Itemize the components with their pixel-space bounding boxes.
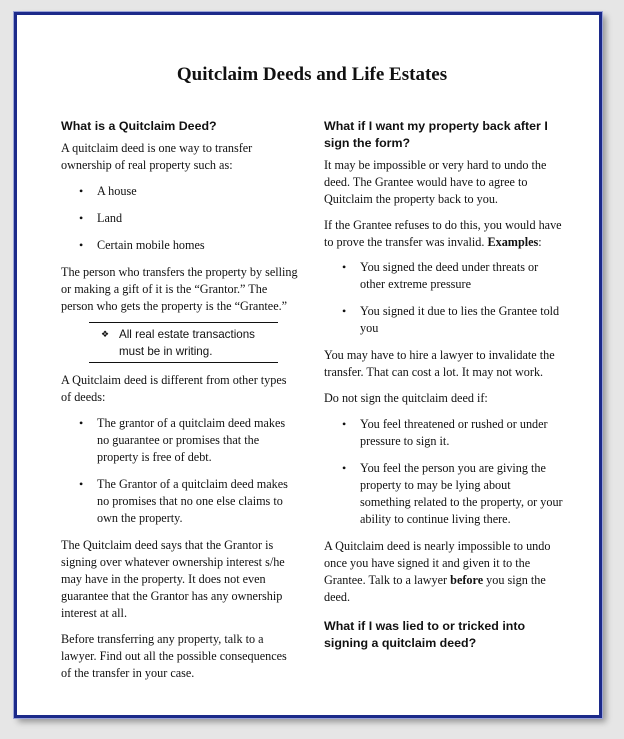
list-item: • You signed the deed under threats or other extreme pressure [324, 259, 564, 293]
list-item: • You feel the person you are giving the property to may be lying about something related to the property, or your ability to continue living there. [324, 460, 564, 528]
do-not-sign-list [324, 416, 564, 528]
paragraph [324, 538, 564, 606]
left-column [61, 118, 299, 691]
list-item: • You feel threatened or rushed or under pressure to sign it. [324, 416, 564, 450]
paragraph: Do not sign the quitclaim deed if: [324, 391, 488, 405]
paragraph: If the Grantee refuses to do this, you would have to prove the transfer was invalid. Examples: [324, 218, 562, 249]
list-item: • You signed it due to lies the Grantee told you [324, 303, 564, 337]
paragraph: A Quitclaim deed is different from other types of deeds: [61, 373, 287, 404]
page-title: Quitclaim Deeds and Life Estates [176, 64, 448, 85]
note-text: All real estate transactions must be in writing. [119, 328, 255, 358]
right-column [324, 118, 564, 657]
heading-what-is-quitclaim: What is a Quitclaim Deed? [61, 119, 217, 133]
paragraph: The Quitclaim deed says that the Grantor is signing over whatever ownership interest s/he may have in the property. It does not even guarantee that the Grantor has any ownership interest at all. [61, 538, 285, 620]
paragraph: A quitclaim deed is one way to transfer ownership of real property such as: [61, 141, 253, 172]
examples-list [324, 259, 564, 337]
paragraph-text: A Quitclaim deed is nearly impossible to undo once you have signed it and given it to the Grantee. Talk to a lawyer [324, 539, 551, 587]
examples-label: Examples [487, 235, 539, 249]
list-item: • A house [61, 183, 299, 200]
paragraph-text: you sign the deed. [324, 573, 546, 604]
diamond-bullet-icon: ❖ [101, 329, 110, 339]
list-item: • The grantor of a quitclaim deed makes no guarantee or promises that the property is free of debt. [61, 415, 299, 466]
heading-lied-or-tricked: What if I was lied to or tricked into signing a quitclaim deed? [324, 619, 526, 650]
paragraph: The person who transfers the property by selling or making a gift of it is the “Grantor.” The person who gets the property is the “Grantee.” [61, 265, 298, 313]
paragraph: It may be impossible or very hard to undo the deed. The Grantee would have to agree to Quitclaim the property back to you. [324, 158, 547, 206]
heading-property-back: What if I want my property back after I sign the form? [324, 119, 548, 150]
list-item: • Certain mobile homes [61, 237, 299, 254]
emphasis-before: before [450, 573, 484, 587]
deed-differences-list [61, 415, 299, 527]
paragraph-text: If the Grantee refuses to do this, you would have to prove the transfer was invalid. [324, 218, 562, 249]
property-types-list [61, 183, 299, 254]
list-item: • The Grantor of a quitclaim deed makes no promises that no one else claims to own the property. [61, 476, 299, 527]
paragraph: You may have to hire a lawyer to invalidate the transfer. That can cost a lot. It may not work. [324, 348, 555, 379]
note-box [89, 322, 278, 363]
paragraph: Before transferring any property, talk to a lawyer. Find out all the possible consequences of the transfer in your case. [61, 632, 287, 680]
list-item: • Land [61, 210, 299, 227]
